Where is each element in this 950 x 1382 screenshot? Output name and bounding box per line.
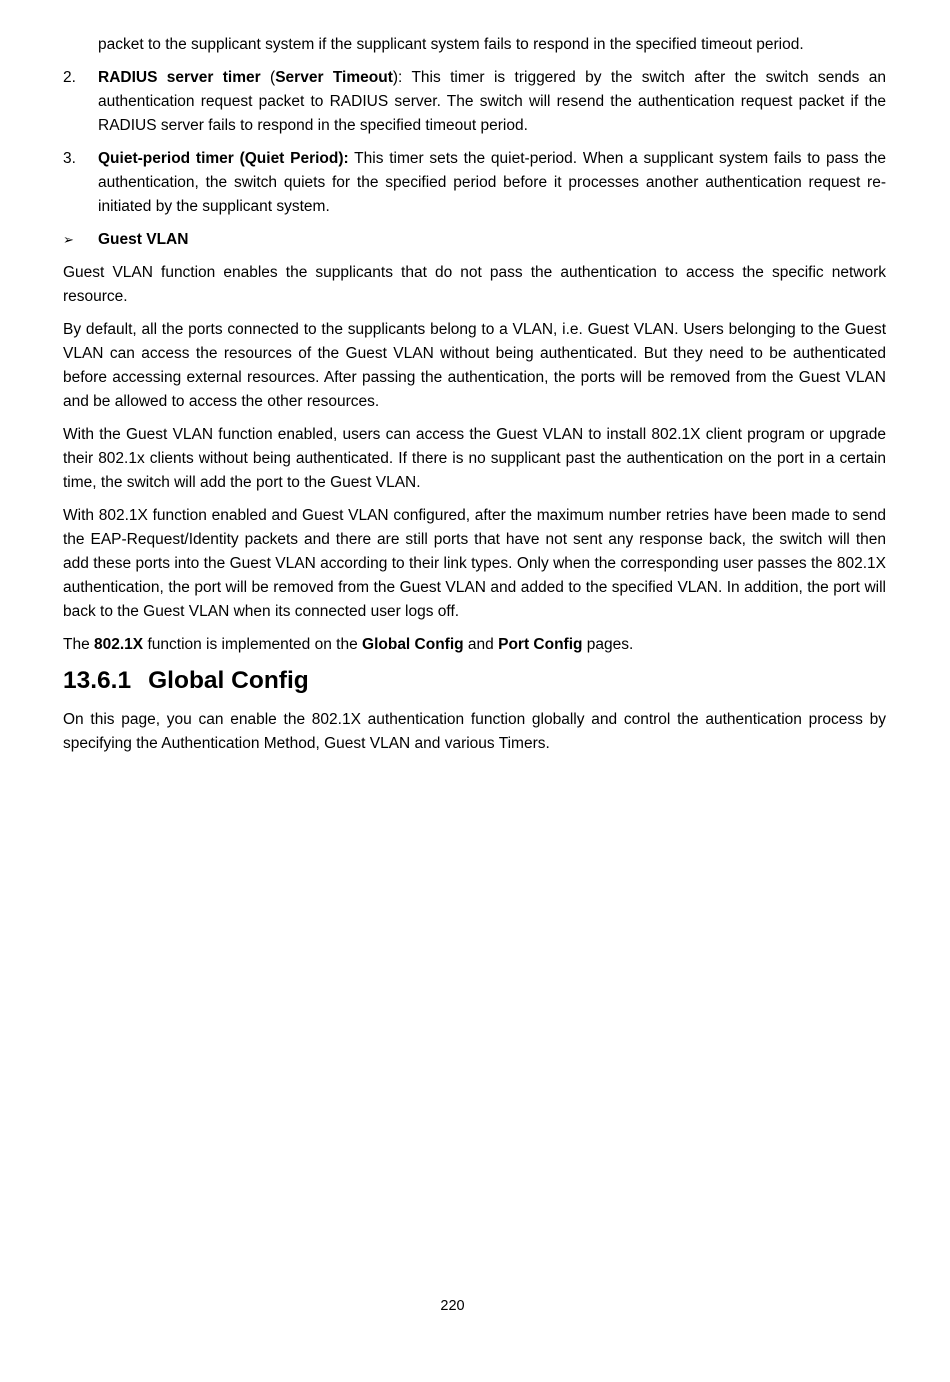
list-item-3-text [98, 147, 886, 219]
bold-run: Port Config [498, 636, 583, 653]
page-number: 220 [440, 1298, 465, 1314]
guest-vlan-heading-row [63, 228, 886, 252]
guest-vlan-paragraph-2: By default, all the ports connected to the supplicants belong to a VLAN, i.e. Guest VLAN. Users belonging to the Guest VLAN can access the resources of the Guest VLAN without being authenticated. But they need to be authenticated before accessing external resources. After passing the authentication, the ports will be removed from the Guest VLAN and be allowed to access the other resources. [63, 321, 886, 410]
list-item-2-text [98, 66, 886, 138]
text-run: The [63, 636, 95, 653]
text-run: ): This timer is triggered by the switch after the switch sends an authentication request packet to RADIUS server. The switch will resend the authentication request packet if the RADIUS server fails to respond in the specified timeout period. [98, 69, 887, 134]
bold-run: Server Timeout [275, 69, 393, 86]
text-run: pages. [582, 636, 634, 653]
bold-run: RADIUS server timer [98, 69, 261, 86]
arrow-bullet-icon: ➢ [63, 233, 74, 248]
section-title: Global Config [148, 667, 309, 694]
implemented-on-paragraph [63, 633, 886, 657]
section-number: 13.6.1 [63, 667, 132, 694]
list-item-1-continuation: packet to the supplicant system if the supplicant system fails to respond in the specified timeout period. [98, 36, 804, 53]
guest-vlan-paragraph-3: With the Guest VLAN function enabled, users can access the Guest VLAN to install 802.1X client program or upgrade their 802.1x clients without being authenticated. If there is no supplicant past the authentication on the port in a certain time, the switch will add the port to the Guest VLAN. [63, 426, 886, 491]
section-heading [63, 666, 886, 696]
guest-vlan-paragraph-4: With 802.1X function enabled and Guest VLAN configured, after the maximum number retries have been made to send the EAP-Request/Identity packets and there are still ports that have not sent any response back, the switch will then add these ports into the Guest VLAN according to their link types. Only when the corresponding user passes the 802.1X authentication, the port will be removed from the Guest VLAN and added to the specified VLAN. In addition, the port will back to the Guest VLAN when its connected user logs off. [63, 507, 886, 620]
guest-vlan-heading: Guest VLAN [98, 231, 189, 248]
bold-run: Quiet-period timer (Quiet Period): [98, 150, 349, 167]
text-run: and [463, 636, 499, 653]
text-run: This timer sets the quiet-period. When a supplicant system fails to pass the authentication, the switch quiets for the specified period before it processes another authentication request re-initiated by the supplicant system. [98, 150, 886, 215]
bold-run: 802.1X [94, 636, 144, 653]
list-item-2 [63, 66, 886, 138]
text-run: ( [260, 69, 276, 86]
bold-run: Global Config [362, 636, 464, 653]
list-item-2-number: 2. [63, 69, 76, 86]
section-intro-paragraph: On this page, you can enable the 802.1X authentication function globally and control the authentication process by specifying the Authentication Method, Guest VLAN and various Timers. [63, 711, 886, 752]
list-item-3 [63, 147, 886, 219]
list-item-3-number: 3. [63, 150, 76, 167]
text-run: function is implemented on the [143, 636, 363, 653]
page-content [63, 33, 886, 765]
page-footer [0, 1297, 905, 1315]
guest-vlan-paragraph-1: Guest VLAN function enables the supplicants that do not pass the authentication to access the specific network resource. [63, 264, 886, 305]
